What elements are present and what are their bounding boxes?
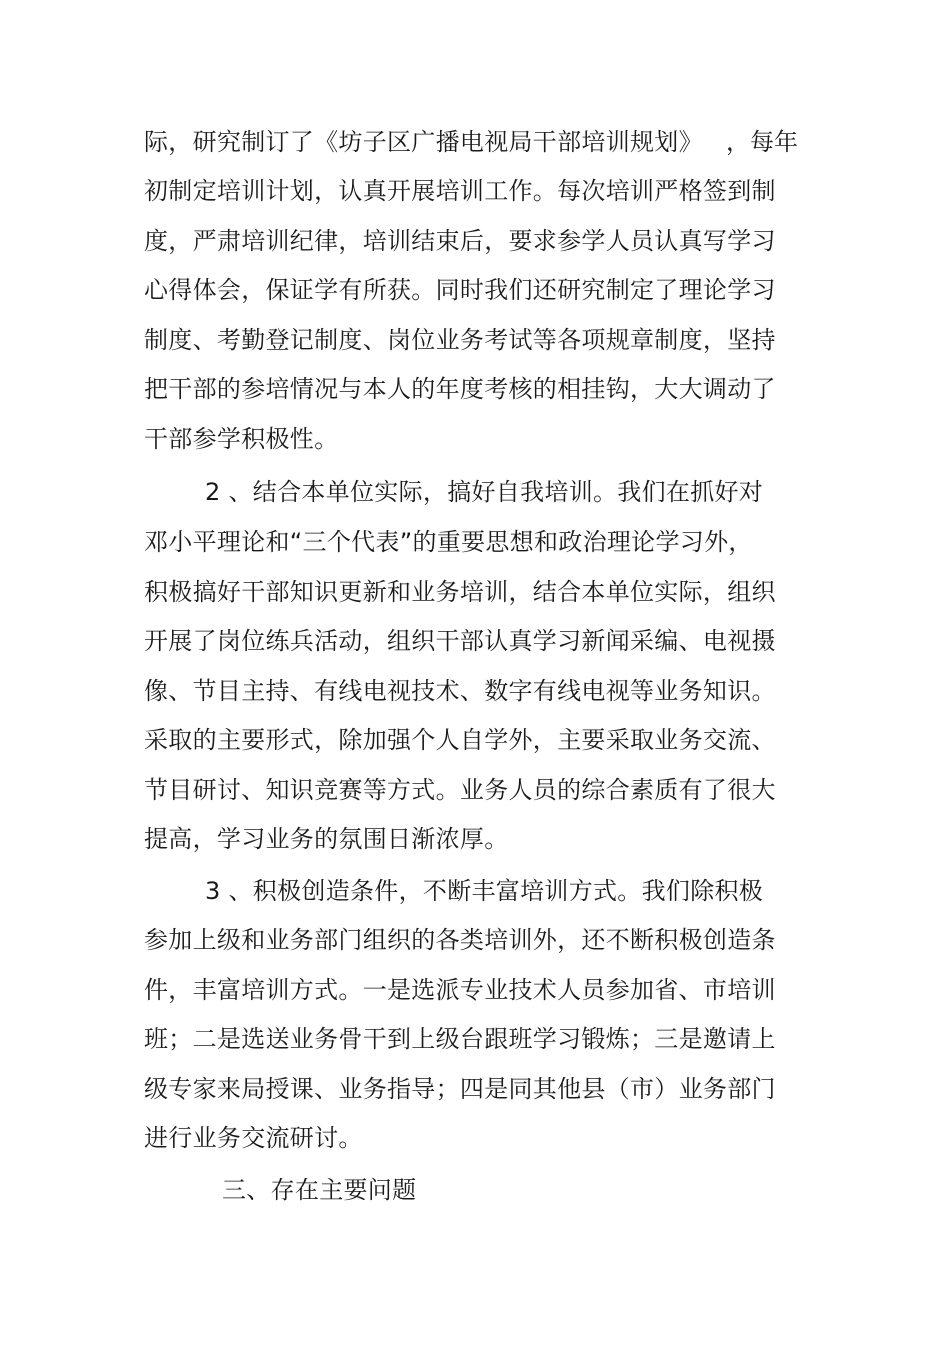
paragraph-1-line-2: 初制定培训计划，认真开展培训工作。每次培训严格签到制: [144, 177, 776, 205]
paragraph-3-line-6: 进行业务交流研讨。: [144, 1124, 363, 1152]
paragraph-2-line-6: 采取的主要形式，除加强个人自学外，主要采取业务交流、: [144, 726, 776, 754]
paragraph-3-line-4: 班；二是选送业务骨干到上级台跟班学习锻炼；三是邀请上: [144, 1025, 776, 1053]
section-heading: 三、存在主要问题: [222, 1176, 417, 1204]
paragraph-1-line-3: 度，严肃培训纪律，培训结束后，要求参学人员认真写学习: [144, 227, 776, 255]
paragraph-1-line-4: 心得体会，保证学有所获。同时我们还研究制定了理论学习: [144, 276, 776, 304]
paragraph-1-line-5: 制度、考勤登记制度、岗位业务考试等各项规章制度，坚持: [144, 326, 776, 354]
paragraph-1-line-1-tail: ，每年: [726, 128, 798, 156]
paragraph-2-line-1: 2 、结合本单位实际，搞好自我培训。我们在抓好对: [205, 478, 764, 506]
paragraph-2-line-3: 积极搞好干部知识更新和业务培训，结合本单位实际，组织: [144, 578, 776, 606]
paragraph-1-line-1: 际，研究制订了《坊子区广播电视局干部培训规划》: [144, 128, 703, 156]
paragraph-1-line-6: 把干部的参培情况与本人的年度考核的相挂钩，大大调动了: [144, 375, 776, 403]
paragraph-2-line-8: 提高，学习业务的氛围日渐浓厚。: [144, 825, 509, 853]
paragraph-2-line-4: 开展了岗位练兵活动，组织干部认真学习新闻采编、电视摄: [144, 627, 776, 655]
paragraph-3-line-3: 件，丰富培训方式。一是选派专业技术人员参加省、市培训: [144, 976, 776, 1004]
paragraph-3-line-1: 3 、积极创造条件，不断丰富培训方式。我们除积极: [205, 877, 764, 905]
paragraph-3-line-5: 级专家来局授课、业务指导；四是同其他县（市）业务部门: [144, 1075, 776, 1103]
paragraph-1-line-7: 干部参学积极性。: [144, 425, 339, 453]
paragraph-2-line-5: 像、节目主持、有线电视技术、数字有线电视等业务知识。: [144, 677, 776, 705]
paragraph-2-line-2: 邓小平理论和“三个代表”的重要思想和政治理论学习外，: [144, 528, 753, 556]
paragraph-2-line-7: 节目研讨、知识竞赛等方式。业务人员的综合素质有了很大: [144, 776, 776, 804]
paragraph-3-line-2: 参加上级和业务部门组织的各类培训外，还不断积极创造条: [144, 926, 776, 954]
